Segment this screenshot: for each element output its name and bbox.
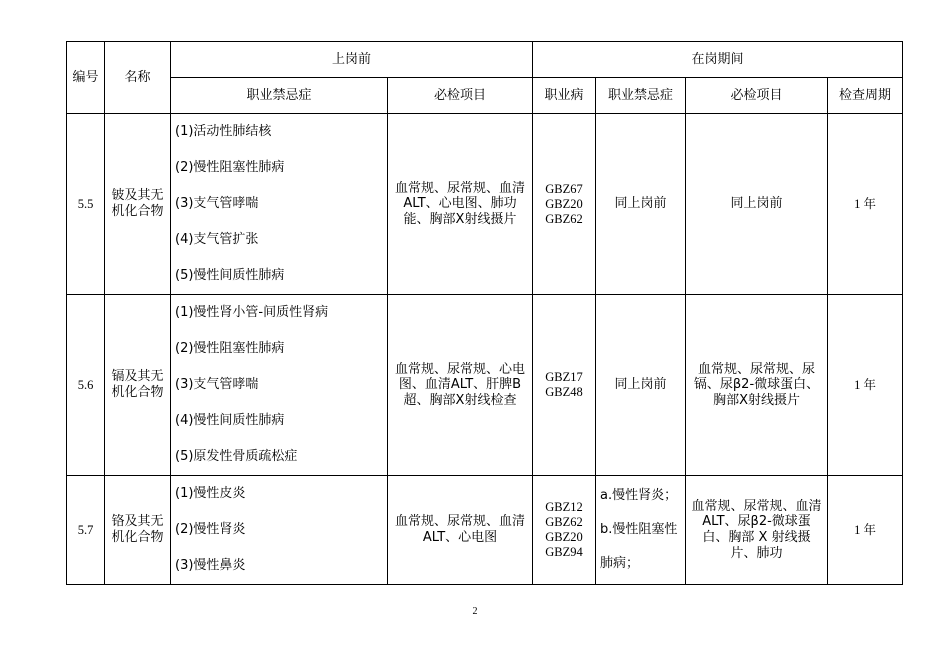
check-period: 1 年 [828,114,903,295]
list-item: (2)慢性阻塞性肺病 [175,160,285,175]
header-on-items: 必检项目 [686,78,828,114]
header-on-job: 在岗期间 [533,42,903,78]
header-pre-job: 上岗前 [171,42,533,78]
on-contraindications: 同上岗前 [596,114,686,295]
gbz-code: GBZ62 [545,211,583,226]
gbz-code: GBZ20 [545,196,583,211]
header-on-disease: 职业病 [533,78,596,114]
gbz-code: GBZ67 [545,181,583,196]
gbz-code: GBZ12 [545,500,583,514]
on-contraindications: 同上岗前 [596,295,686,476]
list-item: (4)慢性间质性肺病 [175,413,285,428]
occupational-health-table [66,41,903,585]
list-item: (3)慢性鼻炎 [175,558,246,573]
substance-name: 镉及其无机化合物 [105,295,171,476]
table-row [67,476,903,585]
gbz-code: GBZ48 [545,385,583,399]
on-required-items: 同上岗前 [686,114,828,295]
header-no: 编号 [67,42,105,114]
list-item: (3)支气管哮喘 [175,196,259,211]
header-on-period: 检查周期 [828,78,903,114]
gbz-code: GBZ94 [545,545,583,559]
check-period: 1 年 [828,476,903,585]
on-required-items: 血常规、尿常规、血清ALT、尿β2-微球蛋白、胸部 X 射线摄片、肺功 [686,476,828,585]
list-item: a.慢性肾炎； [600,488,678,503]
gbz-code: GBZ62 [545,515,583,529]
list-item: (5)慢性间质性肺病 [175,268,285,283]
header-name: 名称 [105,42,171,114]
check-period: 1 年 [828,295,903,476]
gbz-codes [533,114,596,295]
page-number: 2 [472,606,478,617]
list-item: (1)活动性肺结核 [175,124,272,139]
header-row-2 [67,78,903,114]
pre-contraindications-list [171,476,388,585]
list-item: (3)支气管哮喘 [175,377,259,392]
pre-required-items: 血常规、尿常规、心电图、血清ALT、肝脾B超、胸部X射线检查 [388,295,533,476]
table-row [67,295,903,476]
gbz-codes [533,476,596,585]
header-pre-contraindications: 职业禁忌症 [171,78,388,114]
header-row-1 [67,42,903,78]
list-item: (2)慢性肾炎 [175,522,246,537]
list-item: (1)慢性肾小管-间质性肾病 [175,305,329,320]
list-item: (1)慢性皮炎 [175,486,246,501]
substance-name: 铍及其无机化合物 [105,114,171,295]
list-item: (2)慢性阻塞性肺病 [175,341,285,356]
list-item: (5)原发性骨质疏松症 [175,449,298,464]
on-contraindications [596,476,686,585]
pre-required-items: 血常规、尿常规、血清ALT、心电图、肺功能、胸部X射线摄片 [388,114,533,295]
list-item: b.慢性阻塞性肺病； [600,522,678,571]
substance-name: 铬及其无机化合物 [105,476,171,585]
pre-required-items: 血常规、尿常规、血清ALT、心电图 [388,476,533,585]
row-number: 5.6 [67,295,105,476]
table-row [67,114,903,295]
header-pre-items: 必检项目 [388,78,533,114]
gbz-code: GBZ20 [545,530,583,544]
pre-contraindications-list [171,295,388,476]
list-item: (4)支气管扩张 [175,232,259,247]
gbz-codes [533,295,596,476]
on-required-items: 血常规、尿常规、尿镉、尿β2-微球蛋白、胸部X射线摄片 [686,295,828,476]
header-on-contraindications: 职业禁忌症 [596,78,686,114]
row-number: 5.5 [67,114,105,295]
pre-contraindications-list [171,114,388,295]
row-number: 5.7 [67,476,105,585]
gbz-code: GBZ17 [545,370,583,384]
